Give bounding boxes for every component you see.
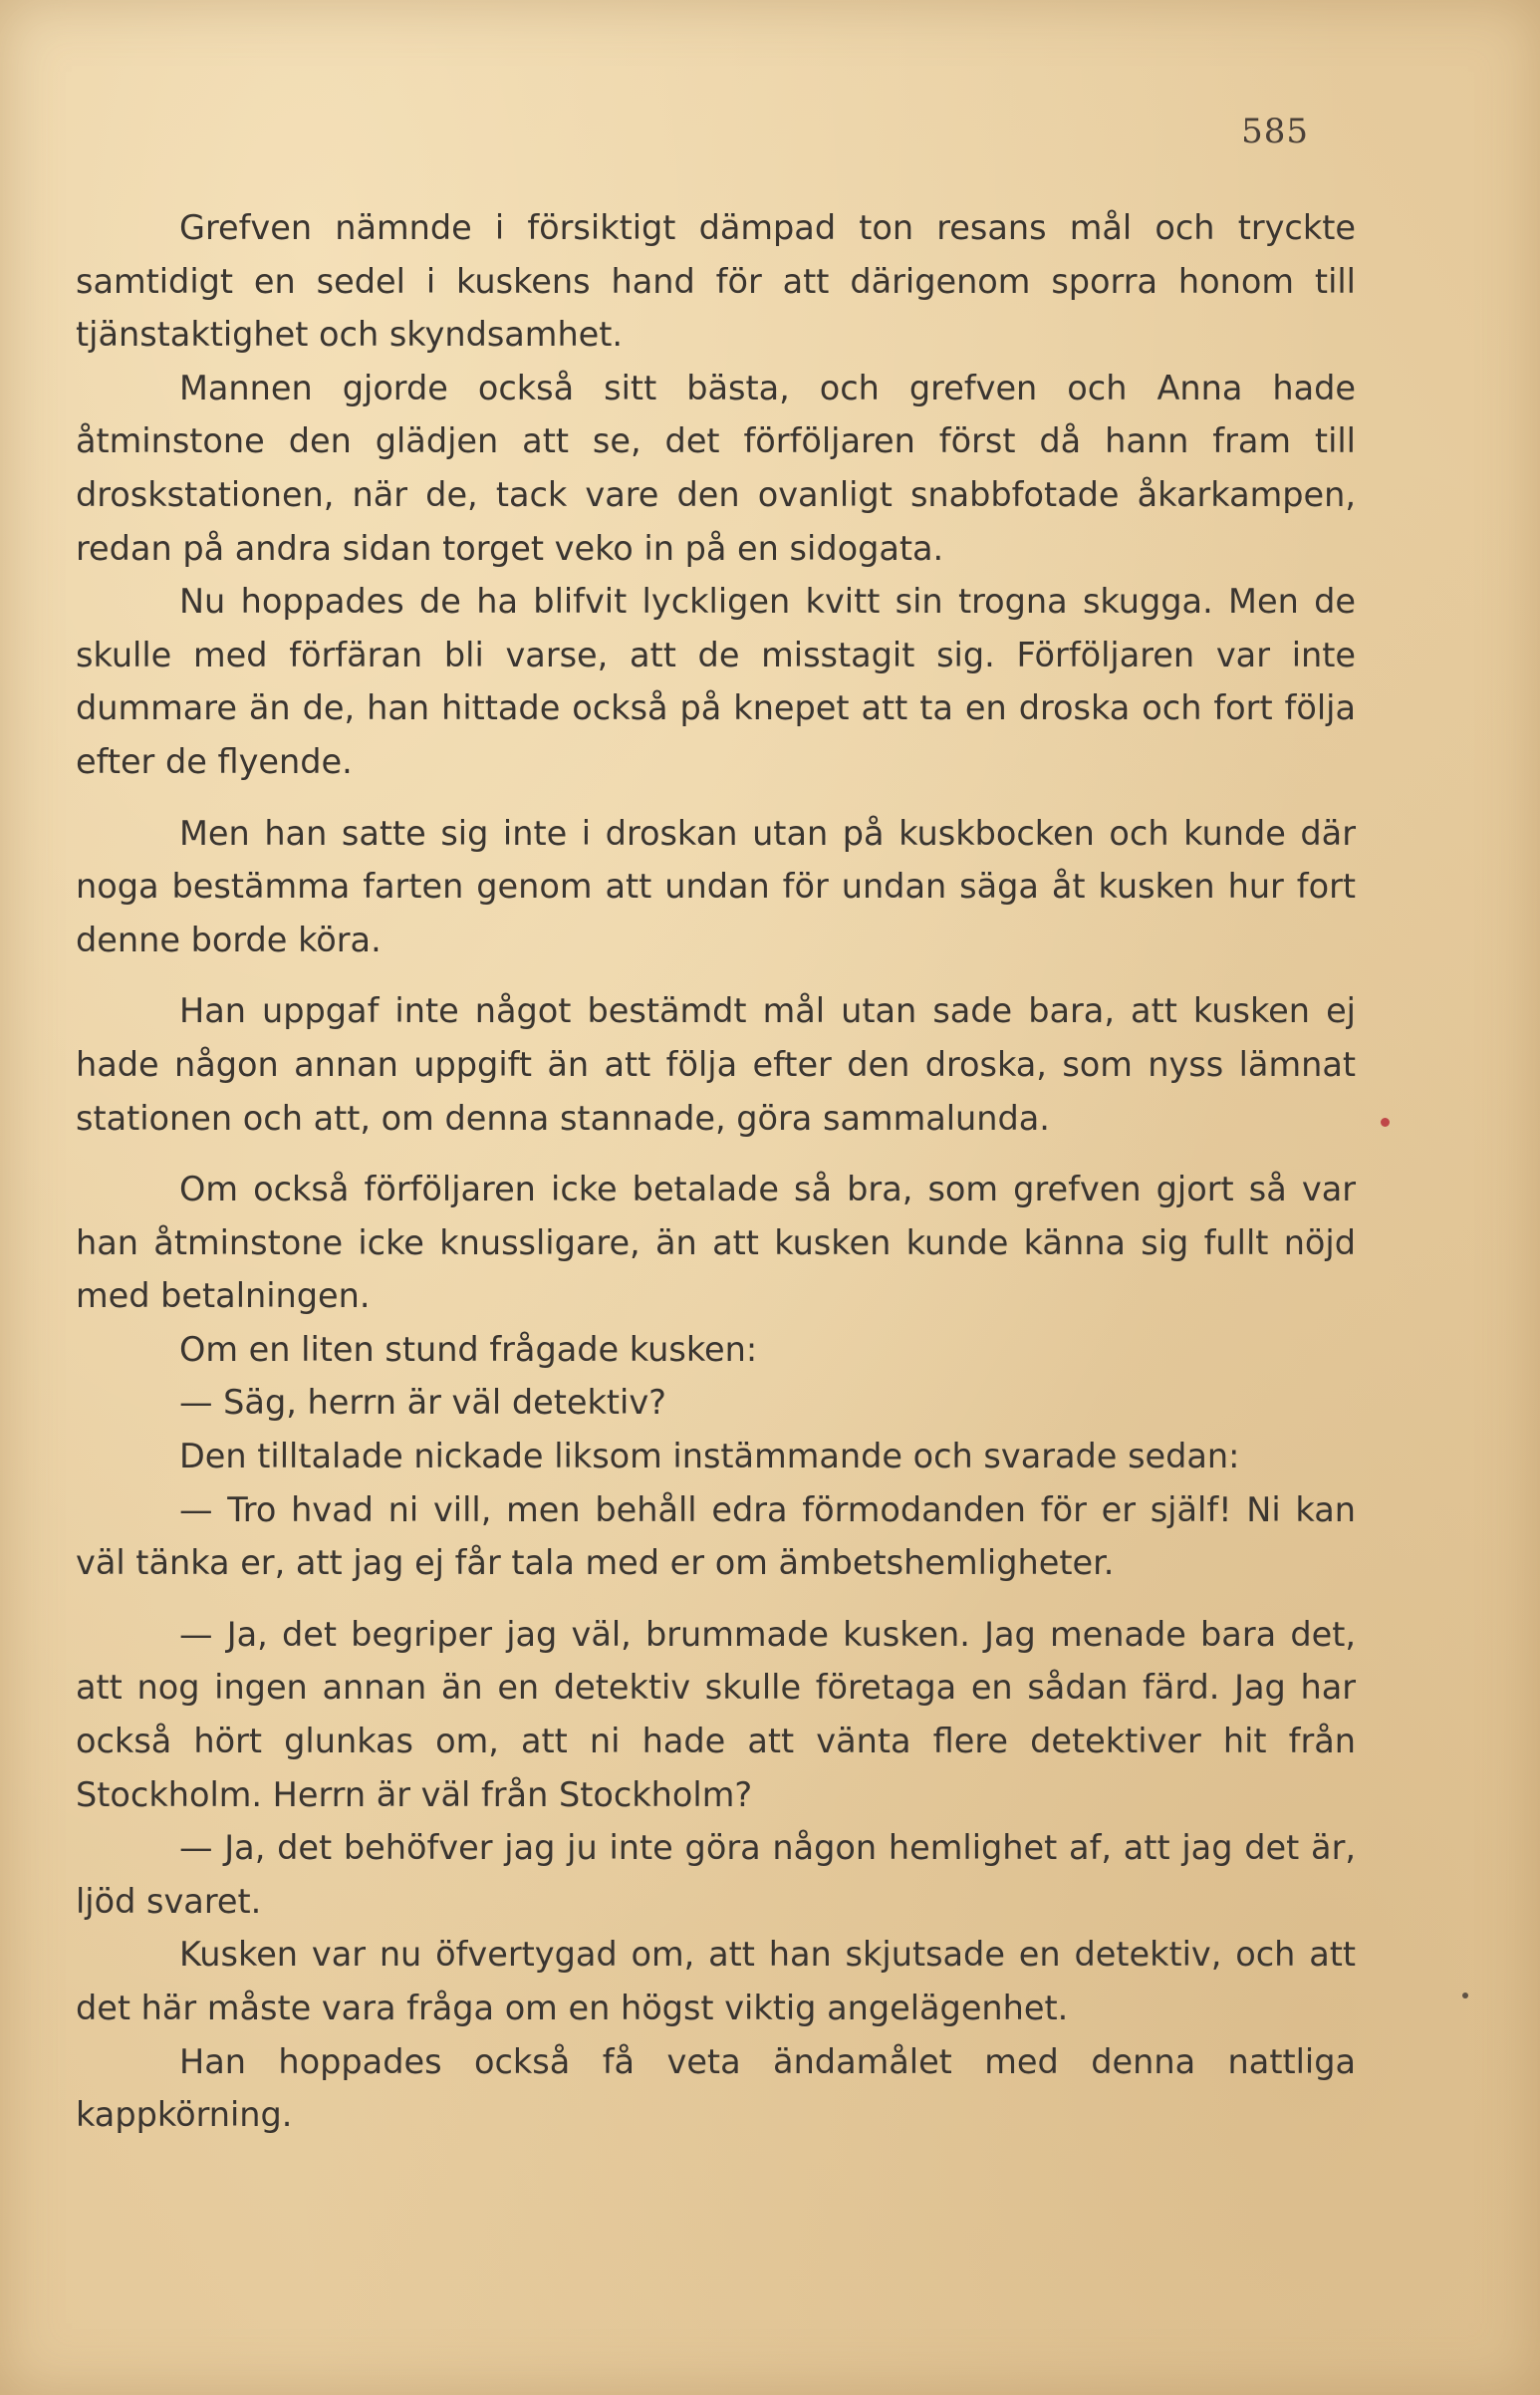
ink-speck (1462, 1993, 1468, 1998)
body-text (76, 201, 1356, 2142)
paragraph: Kusken var nu öfvertygad om, att han skjutsade en detektiv, och att det här måste vara fråga om en högst viktig angelägenhet. (76, 1935, 1356, 2027)
paragraph: — Ja, det behöfver jag ju inte göra någon hemlighet af, att jag det är, ljöd svaret. (76, 1828, 1356, 1921)
paragraph: Om en liten stund frågade kusken: (179, 1329, 758, 1369)
paragraph: — Tro hvad ni vill, men behåll edra förmodanden för er själf! Ni kan väl tänka er, att jag ej får tala med er om ämbetshemligheter. (76, 1489, 1356, 1583)
page-number: 585 (1241, 112, 1309, 151)
ink-speck (1381, 1118, 1390, 1127)
paragraph: Nu hoppades de ha blifvit lyckligen kvitt sin trogna skugga. Men de skulle med förfäran bli varse, att de misstagit sig. Förföljaren var inte dummare än de, han hittade också på knepet att ta en droska och fort följa efter de flyende. (76, 582, 1356, 781)
paragraph: Den tilltalade nickade liksom instämmande och svarade sedan: (179, 1437, 1240, 1476)
paragraph: Mannen gjorde också sitt bästa, och grefven och Anna hade åtminstone den glädjen att se, det förföljaren först då hann fram till droskstationen, när de, tack vare den ovanligt snabbfotade åkarkampen, redan på andra sidan torget veko in på en sidogata. (76, 368, 1356, 568)
paragraph: — Säg, herrn är väl detektiv? (179, 1383, 666, 1423)
paragraph: Grefven nämnde i försiktigt dämpad ton resans mål och tryckte samtidigt en sedel i kuskens hand för att därigenom sporra honom till tjänstaktighet och skyndsamhet. (76, 208, 1356, 355)
paragraph: Men han satte sig inte i droskan utan på kuskbocken och kunde där noga bestämma farten genom att undan för undan säga åt kusken hur fort denne borde köra. (76, 813, 1356, 959)
paragraph: Han hoppades också få veta ändamålet med denna nattliga kappkörning. (76, 2041, 1356, 2135)
paragraph: — Ja, det begriper jag väl, brummade kusken. Jag menade bara det, att nog ingen annan än en detektiv skulle företaga en sådan färd. Jag har också hört glunkas om, att ni hade att vänta flere detektiver hit från Stockholm. Herrn är väl från Stockholm? (76, 1614, 1356, 1814)
paragraph: Om också förföljaren icke betalade så bra, som grefven gjort så var han åtminstone icke knussligare, än att kusken kunde känna sig fullt nöjd med betalningen. (76, 1170, 1356, 1316)
paragraph: Han uppgaf inte något bestämdt mål utan sade bara, att kusken ej hade någon annan uppgift än att följa efter den droska, som nyss lämnat stationen och att, om denna stannade, göra sammalunda. (76, 991, 1356, 1138)
